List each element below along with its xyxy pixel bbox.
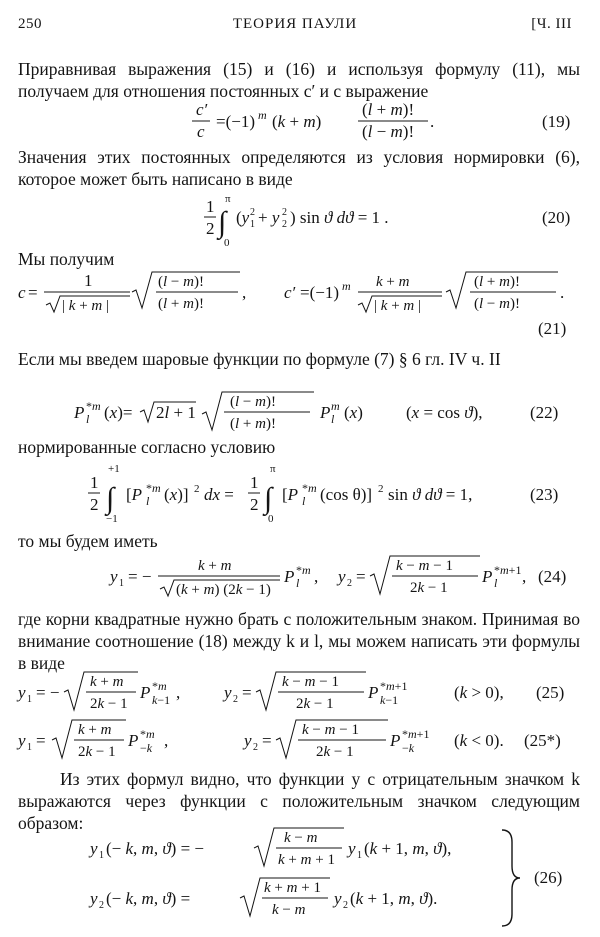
svg-text:k−1: k−1 xyxy=(152,693,171,707)
eq-number-19: (19) xyxy=(542,112,571,131)
equation-25-star-formula xyxy=(18,718,578,764)
svg-text:2k − 1: 2k − 1 xyxy=(78,744,116,760)
svg-text:| k + m |: | k + m | xyxy=(374,298,422,314)
svg-text:(l + m)!: (l + m)! xyxy=(158,296,204,312)
svg-text:2: 2 xyxy=(347,578,352,589)
equation-25 xyxy=(18,670,578,716)
svg-text:1: 1 xyxy=(99,850,104,861)
svg-text:1: 1 xyxy=(250,473,259,492)
svg-text:1: 1 xyxy=(27,694,32,705)
svg-text:(k + m) (2k − 1): (k + m) (2k − 1) xyxy=(176,582,271,598)
equation-22-formula xyxy=(18,390,578,436)
svg-text:y: y xyxy=(18,731,26,750)
svg-text:2: 2 xyxy=(378,483,384,495)
svg-text:P: P xyxy=(140,683,151,702)
svg-text:k − m − 1: k − m − 1 xyxy=(396,558,453,574)
svg-text:(y: (y xyxy=(236,208,250,227)
svg-text:(x): (x) xyxy=(344,403,363,422)
svg-text:k + m + 1: k + m + 1 xyxy=(278,852,335,868)
svg-text:,: , xyxy=(522,567,527,586)
svg-text:2: 2 xyxy=(99,900,104,911)
eq-number-21: (21) xyxy=(538,319,567,338)
svg-text:−1: −1 xyxy=(106,513,118,525)
equation-20 xyxy=(18,190,578,248)
svg-text:= −: = − xyxy=(128,567,152,586)
svg-text:P: P xyxy=(390,731,401,750)
svg-text:y: y xyxy=(90,839,98,858)
svg-text:(− k, m, ϑ) =: (− k, m, ϑ) = xyxy=(106,889,191,908)
svg-text:k − m: k − m xyxy=(284,830,318,846)
equation-25-formula xyxy=(18,670,578,716)
svg-text:k + m + 1: k + m + 1 xyxy=(264,880,321,896)
svg-text:k + m: k + m xyxy=(198,558,232,574)
paragraph-6: то мы будем иметь xyxy=(18,531,158,551)
svg-text:y: y xyxy=(338,567,346,586)
eq-number-25: (25) xyxy=(536,683,565,702)
svg-text:(l − m)!: (l − m)! xyxy=(474,296,520,312)
svg-text:2k − 1: 2k − 1 xyxy=(296,696,334,712)
svg-text:m: m xyxy=(258,108,267,122)
svg-text:=(−1): =(−1) xyxy=(216,112,255,131)
svg-text:(l − m)!: (l − m)! xyxy=(362,122,415,141)
page-number: 250 xyxy=(18,16,42,32)
svg-text:2: 2 xyxy=(282,219,287,230)
svg-text:*m: *m xyxy=(296,563,311,577)
svg-text:(k > 0),: (k > 0), xyxy=(454,683,504,702)
svg-text:l: l xyxy=(331,412,335,426)
svg-text:l: l xyxy=(86,412,90,426)
equation-23-formula xyxy=(18,460,578,526)
eq-number-20: (20) xyxy=(542,208,571,227)
svg-text:P: P xyxy=(482,567,493,586)
svg-text:*m: *m xyxy=(86,399,101,413)
svg-text:=: = xyxy=(28,283,38,302)
svg-text:l: l xyxy=(296,576,300,590)
svg-text:k + m: k + m xyxy=(78,722,112,738)
svg-text:y: y xyxy=(348,839,356,858)
paragraph-2: Значения этих постоянных определяются из условия нормировки (6), которое может быть написано в виде xyxy=(18,147,580,189)
svg-text:(− k, m, ϑ) = −: (− k, m, ϑ) = − xyxy=(106,839,205,858)
svg-text:[P: [P xyxy=(282,485,299,504)
svg-text:k − m − 1: k − m − 1 xyxy=(302,722,359,738)
eq-number-26: (26) xyxy=(534,868,563,887)
svg-text:dx =: dx = xyxy=(204,485,234,504)
svg-text:k + m: k + m xyxy=(90,674,124,690)
svg-text:P: P xyxy=(284,567,295,586)
svg-text:2: 2 xyxy=(206,219,215,238)
svg-text:P: P xyxy=(320,403,331,422)
svg-text:1: 1 xyxy=(250,219,255,230)
svg-text:2: 2 xyxy=(282,207,287,218)
svg-text:2k − 1: 2k − 1 xyxy=(410,580,448,596)
equation-21 xyxy=(18,270,578,342)
svg-text:) sin ϑ dϑ = 1 .: ) sin ϑ dϑ = 1 . xyxy=(290,208,389,227)
svg-text:sin ϑ dϑ = 1,: sin ϑ dϑ = 1, xyxy=(388,485,473,504)
eq-number-23: (23) xyxy=(530,485,559,504)
svg-text:(k + 1, m, ϑ),: (k + 1, m, ϑ), xyxy=(364,839,452,858)
svg-text:m: m xyxy=(331,399,340,413)
paragraph-5: нормированные согласно условию xyxy=(18,437,276,457)
svg-text:(x)=: (x)= xyxy=(104,403,133,422)
svg-text:l: l xyxy=(146,494,150,508)
svg-text:k − m − 1: k − m − 1 xyxy=(282,674,339,690)
svg-text:.: . xyxy=(430,112,435,131)
equation-24 xyxy=(18,554,578,604)
svg-text:(x)]: (x)] xyxy=(164,485,189,504)
svg-text:,: , xyxy=(176,683,181,702)
svg-text:=(−1): =(−1) xyxy=(300,283,339,302)
svg-text:1: 1 xyxy=(90,473,99,492)
paragraph-8: Из этих формул видно, что функции y с отрицательным значком k выражаются через функции с положительным значком следующим образом: xyxy=(18,769,580,833)
svg-text:(x = cos ϑ),: (x = cos ϑ), xyxy=(406,403,483,422)
svg-text:c′: c′ xyxy=(196,100,208,119)
eq-number-24: (24) xyxy=(538,567,567,586)
svg-text:2k − 1: 2k − 1 xyxy=(90,696,128,712)
svg-text:(l − m)!: (l − m)! xyxy=(230,394,276,410)
svg-text:0: 0 xyxy=(224,237,230,249)
svg-text:2k − 1: 2k − 1 xyxy=(316,744,354,760)
svg-text:=: = xyxy=(242,683,252,702)
equation-24-formula xyxy=(18,554,578,604)
svg-text:y: y xyxy=(334,889,342,908)
svg-text:(l − m)!: (l − m)! xyxy=(158,274,204,290)
svg-text:2: 2 xyxy=(233,694,238,705)
svg-text:(l + m)!: (l + m)! xyxy=(474,274,520,290)
svg-text:π: π xyxy=(270,463,276,475)
equation-22 xyxy=(18,390,578,436)
svg-text:−k: −k xyxy=(140,741,153,755)
svg-text:y: y xyxy=(90,889,98,908)
running-title: ТЕОРИЯ ПАУЛИ xyxy=(232,16,358,32)
svg-text:,: , xyxy=(242,283,247,302)
svg-text:y: y xyxy=(244,731,252,750)
svg-text:1: 1 xyxy=(357,850,362,861)
svg-text:1: 1 xyxy=(119,578,124,589)
equation-19 xyxy=(18,100,578,144)
svg-text:*m+1: *m+1 xyxy=(402,727,430,741)
svg-text:∫: ∫ xyxy=(106,482,115,515)
svg-text:.: . xyxy=(560,283,565,302)
svg-text:c: c xyxy=(197,122,205,141)
svg-text:−k: −k xyxy=(402,741,415,755)
svg-text:(k + 1, m, ϑ).: (k + 1, m, ϑ). xyxy=(350,889,438,908)
svg-text:∫: ∫ xyxy=(264,482,273,515)
svg-text:l: l xyxy=(494,576,498,590)
svg-text:(k + m): (k + m) xyxy=(272,112,322,131)
svg-text:=: = xyxy=(262,731,272,750)
svg-text:*m+1: *m+1 xyxy=(494,563,522,577)
paragraph-4: Если мы введем шаровые функции по формуле (7) § 6 гл. IV ч. II xyxy=(18,349,501,369)
svg-text:=: = xyxy=(36,731,46,750)
svg-text:2l + 1: 2l + 1 xyxy=(156,403,196,422)
svg-text:+1: +1 xyxy=(108,463,120,475)
svg-text:= −: = − xyxy=(36,683,60,702)
equation-26-formula xyxy=(18,826,578,932)
svg-text:∫: ∫ xyxy=(218,206,227,239)
svg-text:P: P xyxy=(368,683,379,702)
equation-19-formula xyxy=(18,100,578,144)
svg-text:l: l xyxy=(302,494,306,508)
svg-text:k − m: k − m xyxy=(272,902,306,918)
svg-text:2: 2 xyxy=(90,495,99,514)
svg-text:2: 2 xyxy=(343,900,348,911)
svg-text:=: = xyxy=(356,567,366,586)
svg-text:0: 0 xyxy=(268,513,274,525)
svg-text:2: 2 xyxy=(253,742,258,753)
svg-text:*m: *m xyxy=(152,679,167,693)
svg-text:(l + m)!: (l + m)! xyxy=(362,100,415,119)
svg-text:m: m xyxy=(342,279,351,293)
svg-text:y: y xyxy=(18,683,26,702)
svg-text:*m+1: *m+1 xyxy=(380,679,408,693)
equation-20-formula xyxy=(18,190,578,248)
svg-text:[P: [P xyxy=(126,485,143,504)
equation-21-formula xyxy=(18,270,582,342)
svg-text:,: , xyxy=(164,731,169,750)
equation-25-star xyxy=(18,718,578,764)
svg-text:*m: *m xyxy=(302,481,317,495)
page-header xyxy=(18,16,572,38)
svg-text:π: π xyxy=(225,193,231,205)
svg-text:k−1: k−1 xyxy=(380,693,399,707)
svg-text:2: 2 xyxy=(250,207,255,218)
svg-text:y: y xyxy=(224,683,232,702)
svg-text:*m: *m xyxy=(146,481,161,495)
svg-text:(cos θ)]: (cos θ)] xyxy=(320,485,373,504)
svg-text:1: 1 xyxy=(84,271,93,290)
equation-26 xyxy=(18,826,578,932)
svg-text:y: y xyxy=(110,567,118,586)
svg-text:2: 2 xyxy=(194,483,200,495)
svg-text:1: 1 xyxy=(206,197,215,216)
paragraph-3: Мы получим xyxy=(18,249,115,269)
chapter-label: [Ч. III xyxy=(531,16,572,32)
svg-text:2: 2 xyxy=(250,495,259,514)
svg-text:k + m: k + m xyxy=(376,274,410,290)
svg-text:c: c xyxy=(18,283,26,302)
svg-text:(k < 0).: (k < 0). xyxy=(454,731,504,750)
svg-text:c′: c′ xyxy=(284,283,296,302)
svg-text:1: 1 xyxy=(27,742,32,753)
svg-text:| k + m |: | k + m | xyxy=(62,298,110,314)
equation-23 xyxy=(18,460,578,526)
svg-text:P: P xyxy=(128,731,139,750)
paragraph-1: Приравнивая выражения (15) и (16) и используя формулу (11), мы получаем для отношения постоянных c′ и c выражение xyxy=(18,59,580,101)
svg-text:,: , xyxy=(314,567,319,586)
eq-number-22: (22) xyxy=(530,403,559,422)
eq-number-25-star: (25*) xyxy=(524,731,561,750)
paragraph-7: где корни квадратные нужно брать с положительным знаком. Принимая во внимание соотношение (18) между k и l, мы можем написать эти формулы в виде xyxy=(18,609,580,673)
svg-text:+ y: + y xyxy=(258,208,280,227)
svg-text:*m: *m xyxy=(140,727,155,741)
svg-text:P: P xyxy=(74,403,85,422)
svg-text:(l + m)!: (l + m)! xyxy=(230,416,276,432)
